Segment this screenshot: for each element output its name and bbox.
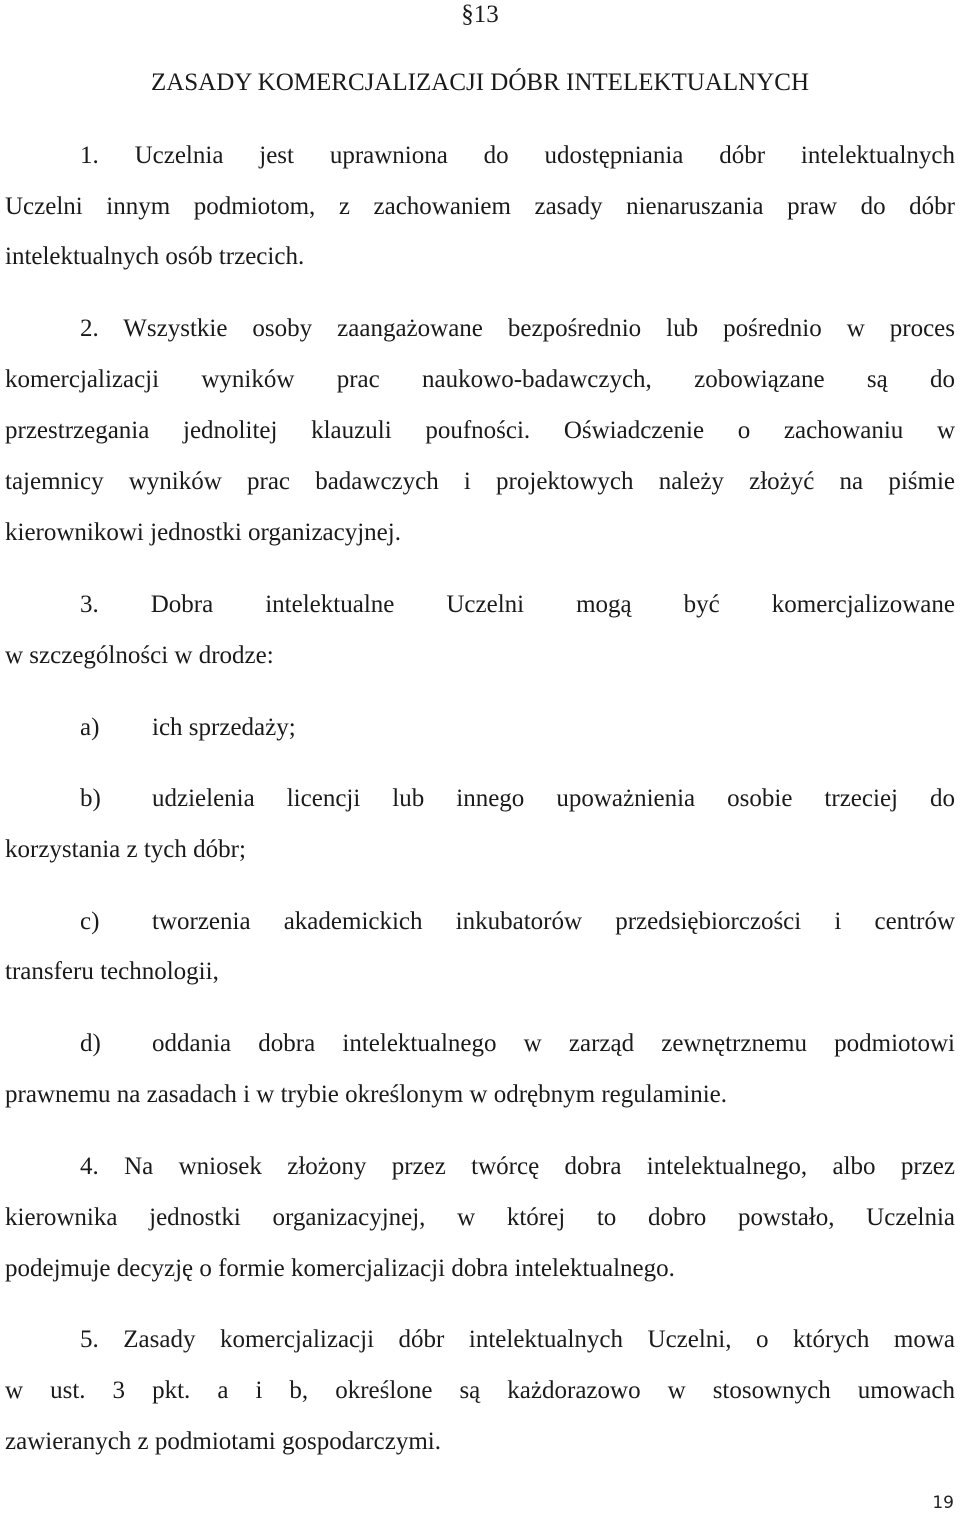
paragraph-line: 5. Zasady komercjalizacji dóbr intelektualnych Uczelni, o których mowa (80, 1326, 955, 1353)
paragraph-line: Uczelni innym podmiotom, z zachowaniem zasady nienaruszania praw do dóbr (5, 193, 955, 220)
list-item-text: korzystania z tych dóbr; (5, 836, 246, 863)
paragraph-line: kierownikowi jednostki organizacyjnej. (5, 519, 401, 546)
paragraph-line: w szczególności w drodze: (5, 642, 274, 669)
paragraph-line: przestrzegania jednolitej klauzuli poufności. Oświadczenie o zachowaniu w (5, 417, 955, 444)
list-marker: b) (80, 785, 101, 812)
paragraph-line: 2. Wszystkie osoby zaangażowane bezpośrednio lub pośrednio w proces (80, 315, 955, 342)
list-item-text: prawnemu na zasadach i w trybie określonym w odrębnym regulaminie. (5, 1081, 727, 1108)
section-number: §13 (461, 1, 499, 28)
paragraph-line: kierownika jednostki organizacyjnej, w której to dobro powstało, Uczelnia (5, 1204, 955, 1231)
paragraph-line: intelektualnych osób trzecich. (5, 243, 305, 270)
list-item-text: oddania dobra intelektualnego w zarząd zewnętrznemu podmiotowi (152, 1030, 955, 1057)
section-title: ZASADY KOMERCJALIZACJI DÓBR INTELEKTUALNYCH (150, 69, 810, 96)
list-item-text: udzielenia licencji lub innego upoważnienia osobie trzeciej do (152, 785, 955, 812)
list-item-text: transferu technologii, (5, 958, 219, 985)
paragraph-line: zawieranych z podmiotami gospodarczymi. (5, 1428, 441, 1455)
list-marker: d) (80, 1030, 101, 1057)
list-item-text: tworzenia akademickich inkubatorów przedsiębiorczości i centrów (152, 908, 955, 935)
paragraph-line: w ust. 3 pkt. a i b, określone są każdorazowo w stosownych umowach (5, 1377, 955, 1404)
list-marker: c) (80, 908, 100, 935)
list-item-text: ich sprzedaży; (152, 714, 296, 741)
paragraph-line: 4. Na wniosek złożony przez twórcę dobra intelektualnego, albo przez (80, 1153, 955, 1180)
paragraph-line: tajemnicy wyników prac badawczych i projektowych należy złożyć na piśmie (5, 468, 955, 495)
page-number: 19 (932, 1493, 954, 1513)
list-marker: a) (80, 714, 100, 741)
paragraph-line: komercjalizacji wyników prac naukowo-badawczych, zobowiązane są do (5, 366, 955, 393)
paragraph-line: 3. Dobra intelektualne Uczelni mogą być komercjalizowane (80, 591, 955, 618)
paragraph-line: 1. Uczelnia jest uprawniona do udostępniania dóbr intelektualnych (80, 142, 955, 169)
paragraph-line: podejmuje decyzję o formie komercjalizacji dobra intelektualnego. (5, 1255, 675, 1282)
